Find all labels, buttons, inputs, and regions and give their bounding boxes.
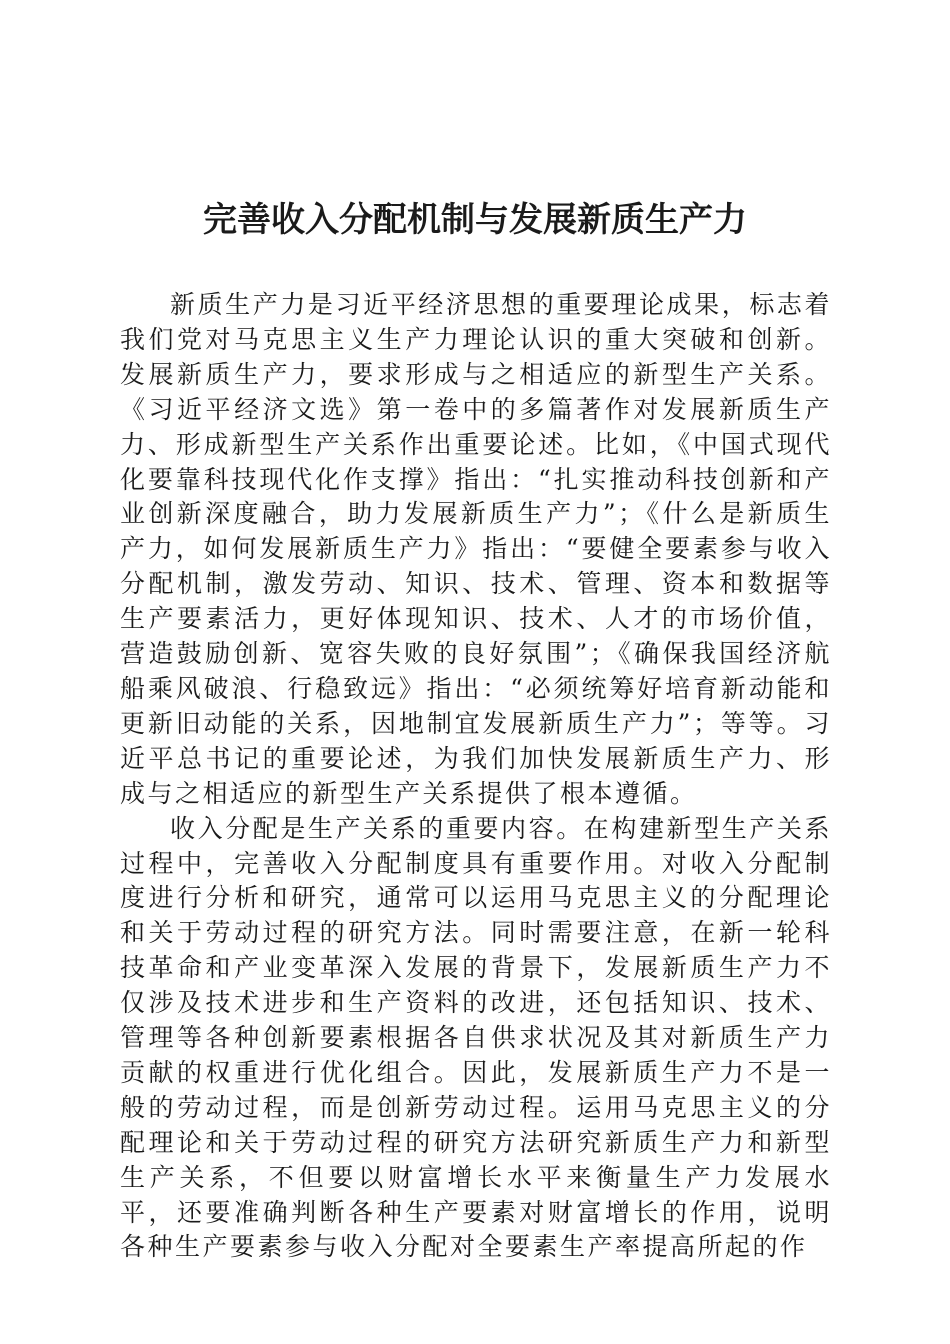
body-paragraph-2: 收入分配是生产关系的重要内容。在构建新型生产关系过程中，完善收入分配制度具有重要作用。对收入分配制度进行分析和研究，通常可以运用马克思主义的分配理论和关于劳动过程的研究方法。同时需要注意，在新一轮科技革命和产业变革深入发展的背景下，发展新质生产力不仅涉及技术进步和生产资料的改进，还包括知识、技术、管理等各种创新要素根据各自供求状况及其对新质生产力贡献的权重进行优化组合。因此，发展新质生产力不是一般的劳动过程，而是创新劳动过程。运用马克思主义的分配理论和关于劳动过程的研究方法研究新质生产力和新型生产关系，不但要以财富增长水平来衡量生产力发展水平，还要准确判断各种生产要素对财富增长的作用，说明各种生产要素参与收入分配对全要素生产率提高所起的作	[120, 813, 832, 1262]
document-body	[120, 288, 832, 1265]
document-title: 完善收入分配机制与发展新质生产力	[203, 200, 747, 240]
body-paragraph-1: 新质生产力是习近平经济思想的重要理论成果，标志着我们党对马克思主义生产力理论认识的重大突破和创新。发展新质生产力，要求形成与之相适应的新型生产关系。《习近平经济文选》第一卷中的多篇著作对发展新质生产力、形成新型生产关系作出重要论述。比如，《中国式现代化要靠科技现代化作支撑》指出：“扎实推动科技创新和产业创新深度融合，助力发展新质生产力”；《什么是新质生产力，如何发展新质生产力》指出：“要健全要素参与收入分配机制，激发劳动、知识、技术、管理、资本和数据等生产要素活力，更好体现知识、技术、人才的市场价值，营造鼓励创新、宽容失败的良好氛围”；《确保我国经济航船乘风破浪、行稳致远》指出：“必须统筹好培育新动能和更新旧动能的关系，因地制宜发展新质生产力”；等等。习近平总书记的重要论述，为我们加快发展新质生产力、形成与之相适应的新型生产关系提供了根本遵循。	[120, 290, 832, 808]
